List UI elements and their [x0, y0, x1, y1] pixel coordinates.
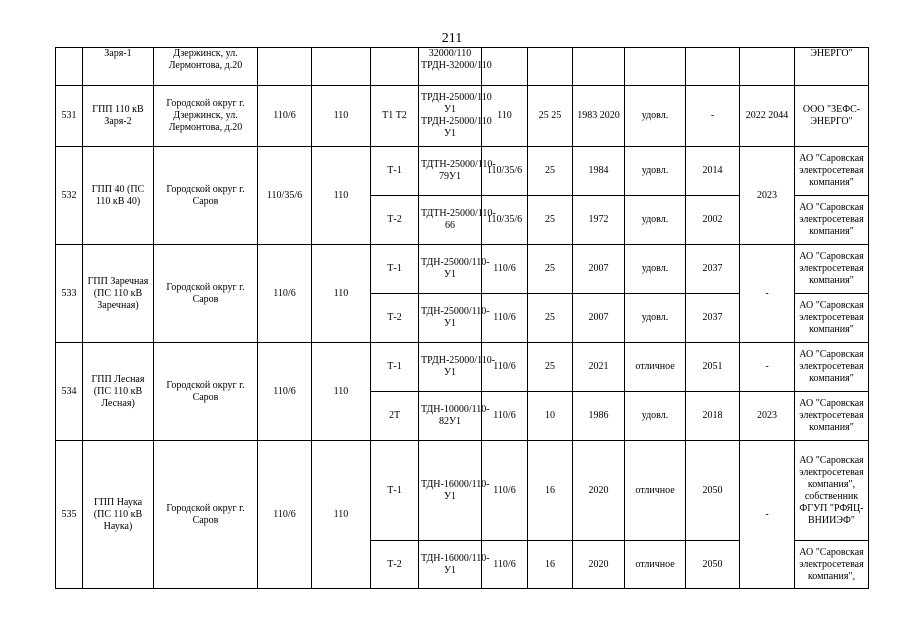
nominal-voltage	[312, 48, 371, 86]
transformer-label: Т-1	[371, 343, 419, 392]
substation-name: ГПП Заречная (ПС 110 кВ Заречная)	[83, 245, 154, 343]
substation-name: Заря-1	[83, 48, 154, 86]
table-row	[56, 48, 869, 86]
transformer-label: Т-2	[371, 196, 419, 245]
condition: удовл.	[625, 245, 686, 294]
service-life-year: 2037	[686, 294, 740, 343]
transformer-type: ТДТН-25000/110-66	[419, 196, 482, 245]
transformer-power: 25 25	[528, 86, 573, 147]
transformer-voltage: 110/6	[482, 245, 528, 294]
substation-name: ГПП Лесная (ПС 110 кВ Лесная)	[83, 343, 154, 441]
transformer-label: Т-2	[371, 294, 419, 343]
table-row	[56, 147, 869, 196]
commissioning-year: 2007	[573, 245, 625, 294]
transformer-type: ТДН-25000/110-У1	[419, 245, 482, 294]
transformer-type: ТДН-16000/110-У1	[419, 441, 482, 541]
transformer-power: 10	[528, 392, 573, 441]
voltage-class: 110/6	[258, 245, 312, 343]
transformer-voltage: 110/35/6	[482, 196, 528, 245]
voltage-class: 110/35/6	[258, 147, 312, 245]
service-life-year: 2002	[686, 196, 740, 245]
transformer-type: ТРДН-25000/110 У1 ТРДН-25000/110 У1	[419, 86, 482, 147]
commissioning-year: 2007	[573, 294, 625, 343]
replacement-year: 2023	[740, 147, 795, 245]
page-number: 211	[441, 31, 463, 46]
service-life-year	[686, 48, 740, 86]
substation-location: Городской округ г. Саров	[154, 245, 258, 343]
service-life-year: 2037	[686, 245, 740, 294]
condition: удовл.	[625, 392, 686, 441]
nominal-voltage: 110	[312, 343, 371, 441]
replacement-year: -	[740, 441, 795, 589]
condition: отличное	[625, 343, 686, 392]
replacement-year: 2022 2044	[740, 86, 795, 147]
row-number: 534	[56, 343, 83, 441]
substation-name: ГПП 40 (ПС 110 кВ 40)	[83, 147, 154, 245]
row-number: 532	[56, 147, 83, 245]
transformer-label: Т-1	[371, 147, 419, 196]
table-row	[56, 343, 869, 392]
row-number: 531	[56, 86, 83, 147]
owner: АО "Саровская электросетевая компания"	[795, 294, 869, 343]
transformer-type: ТРДН-25000/110-У1	[419, 343, 482, 392]
nominal-voltage: 110	[312, 147, 371, 245]
replacement-year	[740, 48, 795, 86]
row-number: 535	[56, 441, 83, 589]
transformer-voltage: 110/6	[482, 343, 528, 392]
owner: ЭНЕРГО"	[795, 48, 869, 86]
substation-location: Городской округ г. Дзержинск, ул. Лермонтова, д.20	[154, 86, 258, 147]
transformer-power: 25	[528, 196, 573, 245]
table-row	[56, 245, 869, 294]
voltage-class: 110/6	[258, 441, 312, 589]
condition: отличное	[625, 441, 686, 541]
transformer-type: ТДТН-25000/110-79У1	[419, 147, 482, 196]
transformer-power: 25	[528, 147, 573, 196]
transformer-voltage: 110/6	[482, 441, 528, 541]
transformer-label: Т-1	[371, 245, 419, 294]
condition: удовл.	[625, 196, 686, 245]
transformer-power: 25	[528, 294, 573, 343]
voltage-class: 110/6	[258, 343, 312, 441]
service-life-year: 2050	[686, 441, 740, 541]
substation-location: Дзержинск, ул. Лермонтова, д.20	[154, 48, 258, 86]
substation-location: Городской округ г. Саров	[154, 441, 258, 589]
service-life-year: 2018	[686, 392, 740, 441]
commissioning-year: 1983 2020	[573, 86, 625, 147]
substation-name: ГПП Наука (ПС 110 кВ Наука)	[83, 441, 154, 589]
service-life-year: 2014	[686, 147, 740, 196]
transformer-type: ТДН-10000/110-82У1	[419, 392, 482, 441]
commissioning-year: 1984	[573, 147, 625, 196]
table-row	[56, 441, 869, 541]
transformer-label: Т-2	[371, 541, 419, 589]
replacement-year: -	[740, 343, 795, 392]
transformer-type: 32000/110 ТРДН-32000/110	[419, 48, 482, 86]
transformer-power: 25	[528, 245, 573, 294]
owner: АО "Саровская электросетевая компания"	[795, 245, 869, 294]
commissioning-year: 2020	[573, 541, 625, 589]
transformer-voltage: 110/6	[482, 392, 528, 441]
condition: удовл.	[625, 147, 686, 196]
commissioning-year	[573, 48, 625, 86]
transformer-type: ТДН-25000/110-У1	[419, 294, 482, 343]
transformer-voltage: 110/35/6	[482, 147, 528, 196]
owner: АО "Саровская электросетевая компания",	[795, 541, 869, 589]
substation-table	[55, 47, 869, 589]
service-life-year: 2050	[686, 541, 740, 589]
substation-location: Городской округ г. Саров	[154, 343, 258, 441]
transformer-label: Т-1	[371, 441, 419, 541]
transformer-type: ТДН-16000/110-У1	[419, 541, 482, 589]
commissioning-year: 1972	[573, 196, 625, 245]
transformer-label: 2Т	[371, 392, 419, 441]
condition: удовл.	[625, 294, 686, 343]
transformer-power: 25	[528, 343, 573, 392]
owner: АО "Саровская электросетевая компания"	[795, 392, 869, 441]
transformer-power	[528, 48, 573, 86]
owner: ООО "ЗЕФС-ЭНЕРГО"	[795, 86, 869, 147]
replacement-year: 2023	[740, 392, 795, 441]
voltage-class: 110/6	[258, 86, 312, 147]
owner: АО "Саровская электросетевая компания", собственник ФГУП "РФЯЦ-ВНИИЭФ"	[795, 441, 869, 541]
transformer-power: 16	[528, 441, 573, 541]
nominal-voltage: 110	[312, 245, 371, 343]
substation-name: ГПП 110 кВ Заря-2	[83, 86, 154, 147]
transformer-voltage: 110/6	[482, 541, 528, 589]
condition	[625, 48, 686, 86]
service-life-year: 2051	[686, 343, 740, 392]
transformer-label: Т1 Т2	[371, 86, 419, 147]
substation-location: Городской округ г. Саров	[154, 147, 258, 245]
nominal-voltage: 110	[312, 441, 371, 589]
condition: удовл.	[625, 86, 686, 147]
transformer-power: 16	[528, 541, 573, 589]
row-number	[56, 48, 83, 86]
owner: АО "Саровская электросетевая компания"	[795, 196, 869, 245]
table-row	[56, 86, 869, 147]
service-life-year: -	[686, 86, 740, 147]
commissioning-year: 1986	[573, 392, 625, 441]
nominal-voltage: 110	[312, 86, 371, 147]
commissioning-year: 2020	[573, 441, 625, 541]
row-number: 533	[56, 245, 83, 343]
condition: отличное	[625, 541, 686, 589]
commissioning-year: 2021	[573, 343, 625, 392]
transformer-voltage: 110	[482, 86, 528, 147]
transformer-voltage: 110/6	[482, 294, 528, 343]
owner: АО "Саровская электросетевая компания"	[795, 147, 869, 196]
transformer-label	[371, 48, 419, 86]
voltage-class	[258, 48, 312, 86]
owner: АО "Саровская электросетевая компания"	[795, 343, 869, 392]
replacement-year: -	[740, 245, 795, 343]
